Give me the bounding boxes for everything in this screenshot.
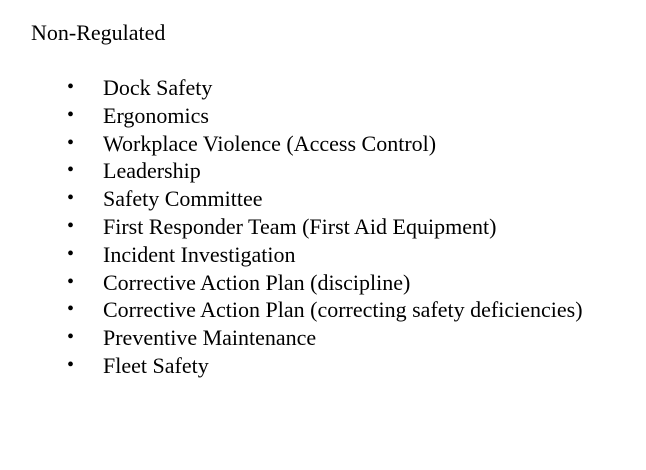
bullet-icon: •: [67, 353, 75, 376]
list-item-text: Fleet Safety: [103, 352, 209, 378]
bullet-icon: •: [67, 187, 75, 210]
list-item-text: First Responder Team (First Aid Equipment): [103, 213, 497, 239]
list-item-text: Safety Committee: [103, 186, 263, 212]
list-item-text: Preventive Maintenance: [103, 325, 317, 351]
bullet-icon: •: [67, 103, 75, 126]
bullet-icon: •: [67, 326, 75, 349]
list-item-text: Ergonomics: [103, 102, 209, 128]
list-item-text: Corrective Action Plan (correcting safety deficiencies): [103, 297, 583, 323]
bullet-icon: •: [67, 76, 75, 98]
bullet-icon: •: [67, 270, 75, 293]
bullet-icon: •: [67, 159, 75, 182]
bullet-icon: •: [67, 131, 75, 154]
section-heading: Non-Regulated: [31, 20, 166, 45]
list-item-text: Workplace Violence (Access Control): [103, 130, 437, 156]
list-item-text: Leadership: [103, 158, 201, 184]
bullet-icon: •: [67, 214, 75, 237]
list-item-text: Incident Investigation: [103, 241, 296, 267]
list-item-text: Dock Safety: [103, 75, 213, 100]
list-item-text: Corrective Action Plan (discipline): [103, 269, 411, 295]
bullet-icon: •: [67, 242, 75, 265]
bullet-icon: •: [67, 298, 75, 321]
